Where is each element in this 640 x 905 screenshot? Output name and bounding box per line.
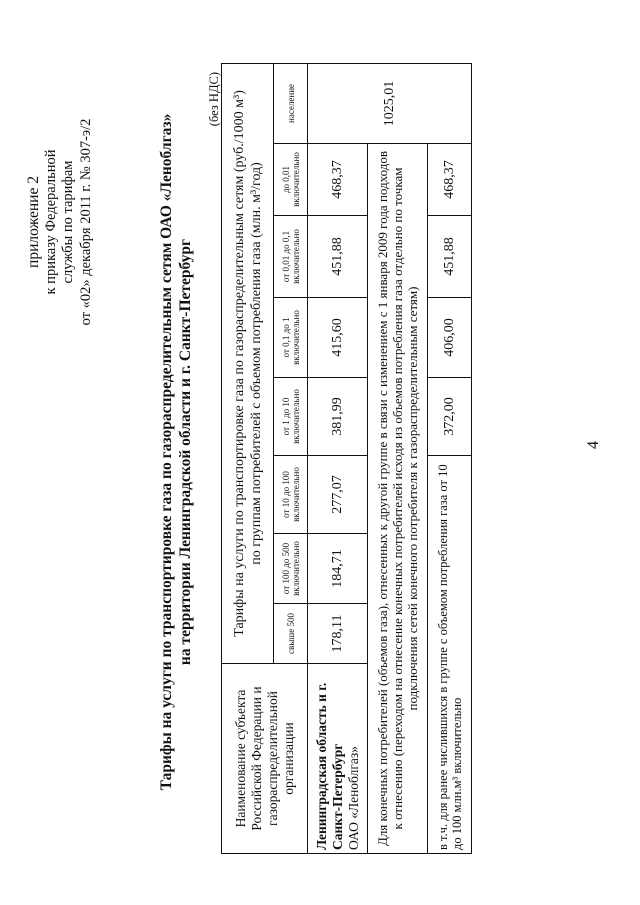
group-header-10-100: от 10 до 100 включительно (274, 456, 308, 534)
value-up-to-001: 468,37 (308, 144, 368, 216)
appendix-line-2: службы по тарифам (60, 160, 76, 284)
document-title-line-1: Тарифы на услуги по транспортировке газа по газораспределительным сетям ОАО «Леноблгаз» (158, 113, 175, 791)
org-cell (308, 664, 368, 854)
appendix-block (25, 62, 95, 382)
former-value-1-10: 372,00 (428, 378, 472, 456)
value-100-500: 184,71 (308, 534, 368, 604)
value-01-1: 415,60 (308, 298, 368, 378)
former-value-up-to-001: 468,37 (428, 144, 472, 216)
document-title-line-2: на территории Ленинградской области и г. Санкт-Петербург (177, 238, 194, 666)
org-column-header: Наименование субъекта Российской Федерации и газораспределительной организации (222, 664, 308, 854)
regrouping-note: Для конечных потребителей (объемов газа), отнесенных к другой группе в связи с изменением с 1 января 2009 года подходов к отнесению (переходом на отнесение конечных потребителей исходя из объемов потребления газа отдельно по точкам подключения сетей конечного потребителя к газораспределительным сетям) (368, 144, 428, 854)
tariff-table (221, 63, 472, 854)
group-header-01-1: от 0,1 до 1 включительно (274, 298, 308, 378)
tariff-group-header (222, 63, 274, 663)
former-value-01-1: 406,00 (428, 298, 472, 378)
value-10-100: 277,07 (308, 456, 368, 534)
rotated-document (25, 22, 615, 882)
vat-note: (без НДС) (207, 72, 221, 127)
value-1-10: 381,99 (308, 378, 368, 456)
group-header-100-500: от 100 до 500 включительно (274, 534, 308, 604)
value-over-500: 178,11 (308, 604, 368, 664)
appendix-line-1: к приказу Федеральной (42, 149, 59, 295)
tariff-group-header-line-1: Тарифы на услуги по транспортировке газа по газораспределительным сетям (руб./1000 м³) (231, 90, 247, 637)
page-number: 4 (585, 441, 602, 449)
group-header-up-to-001: до 0,01 включительно (274, 144, 308, 216)
tariff-group-header-line-2: по группам потребителей с объемом потребления газа (млн. м³/год) (248, 162, 264, 565)
appendix-line-3: от «02» декабря 2011 г. № 307-э/2 (77, 118, 94, 326)
group-header-population: население (274, 63, 308, 143)
former-value-001-01: 451,88 (428, 216, 472, 298)
value-population: 1025,01 (308, 63, 472, 143)
appendix-title: приложение 2 (25, 176, 42, 268)
former-group-note: в т.ч. для ранее числившихся в группе с объемом потребления газа от 10 до 100 млн.м³ включительно (428, 456, 472, 854)
org-region: Ленинградская область и г. Санкт-Петербург (313, 682, 345, 850)
group-header-over-500: свыше 500 (274, 604, 308, 664)
value-001-01: 451,88 (308, 216, 368, 298)
group-header-001-01: от 0,01 до 0,1 включительно (274, 216, 308, 298)
document-title (157, 22, 195, 882)
group-header-1-10: от 1 до 10 включительно (274, 378, 308, 456)
org-name: ОАО «Леноблгаз» (345, 746, 361, 850)
